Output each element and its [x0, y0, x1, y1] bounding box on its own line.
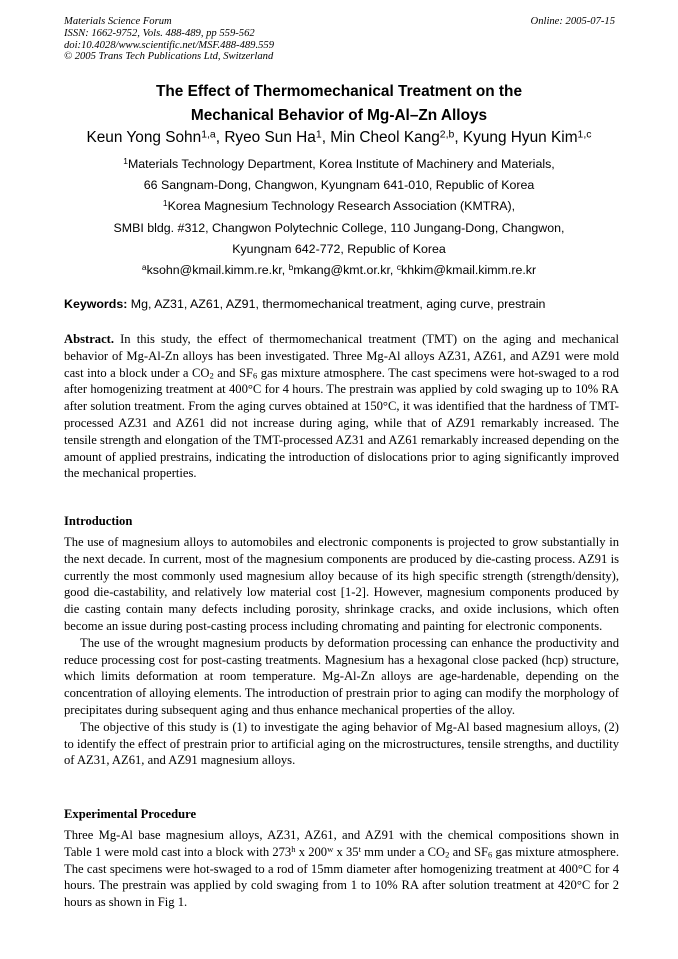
- superscript: w: [327, 843, 334, 854]
- experimental-text: x 35: [333, 844, 359, 859]
- affiliation-mark: 1: [162, 198, 168, 209]
- subscript: 2: [445, 849, 450, 860]
- author-name: Kyung Hyun Kim: [462, 129, 578, 146]
- author-separator: ,: [215, 129, 225, 146]
- introduction-paragraph-2: The use of the wrought magnesium products by deformation processing can enhance the productivity and reduce processing cost for post-casting treatments. Magnesium has a hexagonal close packed (hcp) structure, which limits deformation at room temperature. Mg-Al-Zn alloys are age-hardenable, depending on the concentration of alloying elements. The introduction of prestrain prior to aging can modify the morphology of precipitates during subsequent aging and thus enhance mechanical properties of the alloy.: [64, 635, 619, 717]
- email-link[interactable]: ksohn@kmail.kimm.re.kr: [146, 263, 282, 278]
- author-separator: ,: [321, 129, 331, 146]
- issn-line: ISSN: 1662-9752, Vols. 488-489, pp 559-562: [64, 27, 255, 39]
- author-affiliation-mark: 1,c: [577, 129, 592, 141]
- author-name: Ryeo Sun Ha: [224, 129, 316, 146]
- experimental-text: x 200: [295, 844, 328, 859]
- superscript: h: [291, 843, 296, 854]
- affiliation-2-line-3: Kyungnam 642-772, Republic of Korea: [232, 241, 446, 256]
- affiliation-2-line-1: [0, 196, 678, 217]
- abstract-label: Abstract.: [64, 332, 115, 346]
- online-date: Online: 2005-07-15: [530, 16, 615, 27]
- abstract-text: and SF: [213, 365, 253, 380]
- introduction-heading: Introduction: [64, 514, 133, 528]
- copyright-line: © 2005 Trans Tech Publications Ltd, Switzerland: [64, 51, 274, 63]
- email-link[interactable]: khkim@kmail.kimm.re.kr: [401, 263, 537, 278]
- subscript: 6: [487, 849, 493, 860]
- introduction-paragraph-1: The use of magnesium alloys to automobiles and electronic components is projected to grow substantially in the next decade. In current, most of the magnesium components are produced by die-casting process. AZ91 is currently the most commonly used magnesium alloy because of its high specific strength (strength/density), good die-castability, and relatively low material cost [1-2]. However, magnesium components produced by die casting contain many defects including porosity, shrinkage cracks, and oxide inclusions, which often become an issue during post-casting process including chromating and painting for electronic components.: [64, 535, 619, 633]
- superscript: t: [358, 843, 361, 854]
- paper-title: [0, 80, 678, 128]
- author-emails: [0, 260, 678, 281]
- email-mark: a: [141, 262, 147, 273]
- abstract: [64, 331, 619, 482]
- affiliation-1-line-1: [0, 154, 678, 175]
- experimental-body: [64, 827, 619, 911]
- journal-name: Materials Science Forum: [64, 16, 172, 27]
- doi-line[interactable]: doi:10.4028/www.scientific.net/MSF.488-489.559: [64, 39, 274, 51]
- author-name: Keun Yong Sohn: [86, 129, 202, 146]
- email-mark: b: [288, 262, 294, 273]
- affiliation-1-line-2: 66 Sangnam-Dong, Changwon, Kyungnam 641-010, Republic of Korea: [143, 178, 535, 193]
- keywords-label: Keywords:: [64, 297, 128, 311]
- experimental-text: Three Mg-Al base magnesium alloys, AZ31, AZ61, and AZ91 with the chemical compositions shown in Table 1 were mold cast into a block with 273: [64, 828, 619, 859]
- author-affiliation-mark: 2,b: [439, 129, 455, 141]
- affiliation-mark: 1: [123, 156, 128, 167]
- title-line-1: The Effect of Thermomechanical Treatment on the: [155, 83, 523, 100]
- email-separator: ,: [281, 263, 289, 278]
- experimental-text: gas mixture atmosphere. The cast specimens were hot-swaged to a rod of 15mm diameter after homogenizing treatment at 400°C for 4 hours. The prestrain was applied by cold swaging from 1 to 10% RA after solution treatment at 420°C for 2 hours as shown in Fig 1.: [64, 844, 620, 910]
- abstract-paragraph: [64, 331, 619, 482]
- affiliation-text: Korea Magnesium Technology Research Association (KMTRA),: [167, 199, 516, 214]
- introduction-paragraph-3: The objective of this study is (1) to investigate the aging behavior of Mg-Al based magnesium alloys, (2) to identify the effect of prestrain prior to artificial aging on the microstructures, tensile strengths, and ductility of AZ31, AZ61, and AZ91 magnesium alloys.: [64, 719, 619, 768]
- author-list: [0, 128, 678, 148]
- experimental-text: mm under a CO: [360, 844, 446, 859]
- author-affiliation-mark: 1,a: [201, 129, 216, 141]
- affiliations: [0, 154, 678, 281]
- subscript: 2: [209, 370, 214, 381]
- keywords-text: Mg, AZ31, AZ61, AZ91, thermomechanical treatment, aging curve, prestrain: [127, 297, 546, 311]
- introduction-body: [64, 534, 619, 769]
- experimental-text: and SF: [449, 844, 488, 859]
- affiliation-2-line-2: SMBI bldg. #312, Changwon Polytechnic College, 110 Jungang-Dong, Changwon,: [113, 220, 565, 235]
- subscript: 6: [252, 370, 258, 381]
- keywords: [64, 296, 615, 312]
- author-affiliation-mark: 1: [315, 129, 322, 141]
- abstract-text: In this study, the effect of thermomechanical treatment (TMT) on the aging and mechanical behavior of Mg-Al-Zn alloys has been investigated. Three Mg-Al alloys AZ31, AZ61, and AZ91 were mold cast into a block under a CO: [64, 332, 619, 380]
- author-name: Min Cheol Kang: [330, 129, 440, 146]
- email-link[interactable]: mkang@kmt.or.kr: [293, 263, 390, 278]
- experimental-paragraph: [64, 827, 619, 911]
- abstract-text: gas mixture atmosphere. The cast specimens were hot-swaged to a rod after homogenizing treatment at 400°C for 4 hours. The prestrain was applied by cold swaging up to 10% RA after solution treatment. From the aging curves obtained at 150°C, it was identified that the hardness of TMT-processed AZ31 and AZ61 did not increase during aging, while that of AZ91 remarkably increased. The tensile strength and elongation of the TMT-processed AZ31 and AZ61 remarkably increased depending on the amount of applied prestrains, indicating the introduction of dislocations prior to aging significantly improved the mechanical properties.: [64, 365, 619, 481]
- experimental-heading: Experimental Procedure: [64, 807, 197, 821]
- affiliation-text: Materials Technology Department, Korea Institute of Machinery and Materials,: [127, 157, 555, 171]
- title-line-2: Mechanical Behavior of Mg-Al–Zn Alloys: [190, 107, 488, 124]
- email-mark: c: [396, 262, 401, 273]
- journal-header: [64, 16, 615, 63]
- author-separator: ,: [454, 129, 463, 146]
- email-separator: ,: [389, 263, 397, 278]
